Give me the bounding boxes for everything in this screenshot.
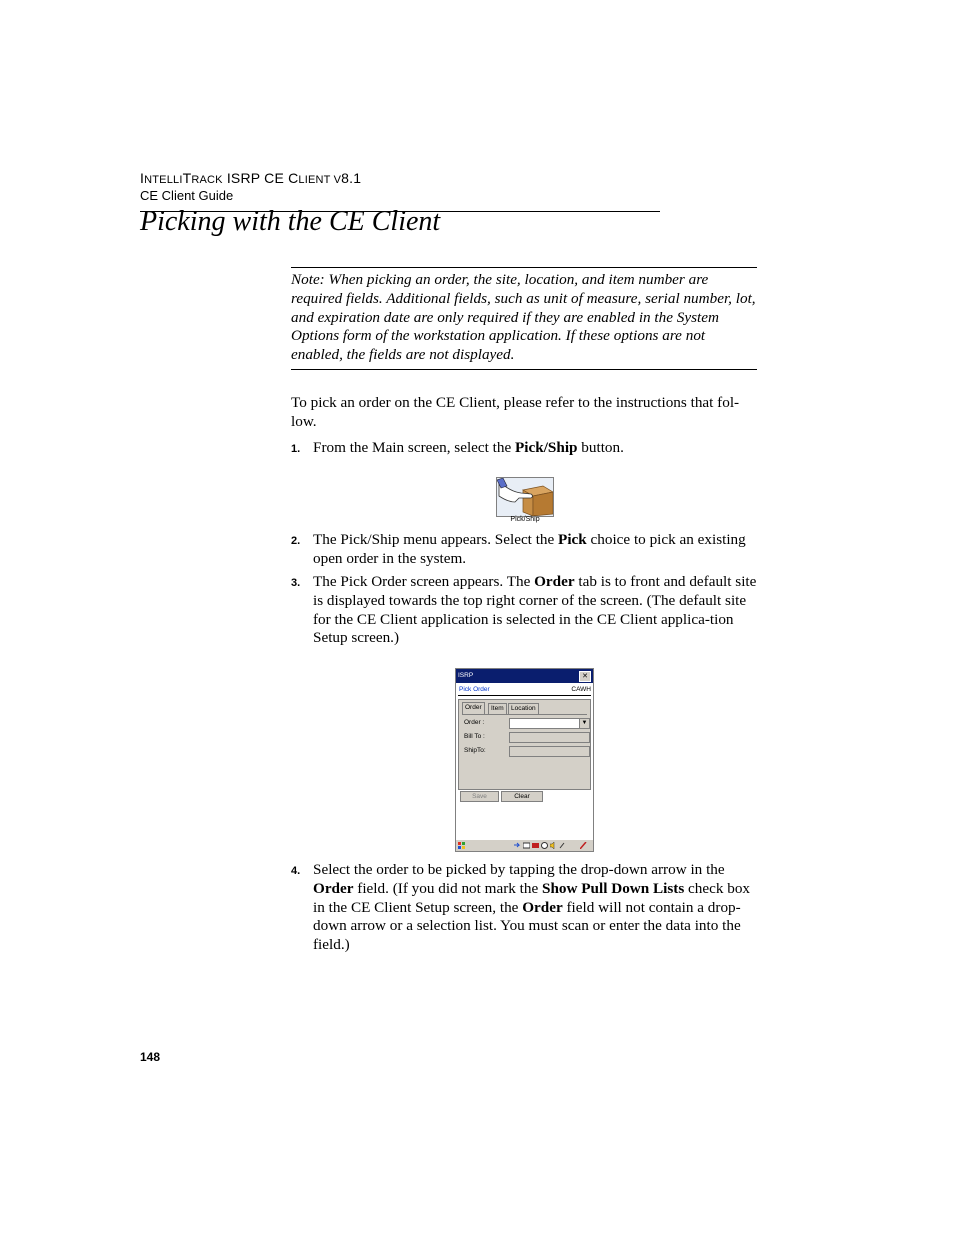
clear-button[interactable]: Clear <box>501 791 543 802</box>
network-icon[interactable] <box>514 842 521 849</box>
volume-icon[interactable] <box>550 842 557 849</box>
note-box: Note: When picking an order, the site, location, and item number are required fields. Additional fields, such as unit of measure, serial number, lot, and expiration date are only required if they are enabled in the System Options form of the workstation application. If these options are not enabled, the fields are not displayed. <box>291 267 757 370</box>
intro-paragraph: To pick an order on the CE Client, please refer to the instructions that fol-low. <box>291 394 740 430</box>
battery-icon[interactable] <box>532 842 539 849</box>
pick-ship-icon <box>496 477 554 517</box>
pick-ship-button-image <box>496 477 554 525</box>
ship-to-field[interactable] <box>509 746 590 757</box>
step-2: 2. The Pick/Ship menu appears. Select the Pick choice to pick an existing open order in the system. <box>291 531 746 567</box>
pick-order-screenshot <box>455 668 594 852</box>
screen-name: Pick Order <box>459 686 490 693</box>
step-3: 3. The Pick Order screen appears. The Order tab is to front and default site is displayed towards the top right corner of the screen. (The default site for the CE Client application is selected in the CE Client applica-tion Setup screen.) <box>291 573 757 647</box>
clock-icon[interactable] <box>541 842 548 849</box>
order-label: Order : <box>464 719 485 726</box>
page-number: 148 <box>140 1050 161 1064</box>
device-taskbar <box>456 839 593 851</box>
chevron-down-icon[interactable]: ▼ <box>579 719 589 728</box>
bill-to-label: Bill To : <box>464 733 485 740</box>
running-header-product: INTELLITRACK ISRP CE CLIENT V8.1 <box>140 170 362 186</box>
stylus-icon[interactable] <box>580 842 587 849</box>
step-number: 2. <box>291 535 301 547</box>
tab-order[interactable]: Order <box>462 702 485 715</box>
pick-ship-caption: Pick/Ship <box>510 516 540 523</box>
device-titlebar <box>456 669 593 683</box>
tab-location[interactable]: Location <box>508 703 539 714</box>
keyboard-icon[interactable] <box>523 842 530 849</box>
step-1: 1. From the Main screen, select the Pick/Ship button. <box>291 439 757 458</box>
section-title: Picking with the CE Client <box>140 206 441 237</box>
step-number: 4. <box>291 865 301 877</box>
device-screen-header <box>458 685 591 696</box>
help-icon[interactable] <box>559 842 566 849</box>
start-icon[interactable] <box>458 842 465 849</box>
bill-to-field[interactable] <box>509 732 590 743</box>
step-number: 3. <box>291 577 301 589</box>
close-icon[interactable]: ✕ <box>579 671 591 682</box>
site-code: CAWH <box>571 686 591 693</box>
device-app-title: ISRP <box>458 672 474 679</box>
tab-divider <box>462 714 587 715</box>
running-header-guide: CE Client Guide <box>140 188 234 203</box>
save-button[interactable]: Save <box>460 791 499 802</box>
device-tab-panel <box>458 699 591 790</box>
step-number: 1. <box>291 443 301 455</box>
order-dropdown[interactable] <box>509 718 590 729</box>
ship-to-label: ShipTo: <box>464 747 486 754</box>
tab-item[interactable]: Item <box>488 703 507 714</box>
step-4: 4. Select the order to be picked by tapping the drop-down arrow in the Order field. (If you did not mark the Show Pull Down Lists check box in the CE Client Setup screen, the Order field will not contain a drop-down arrow or a selection list. You must scan or enter the data into the field.) <box>291 861 751 954</box>
